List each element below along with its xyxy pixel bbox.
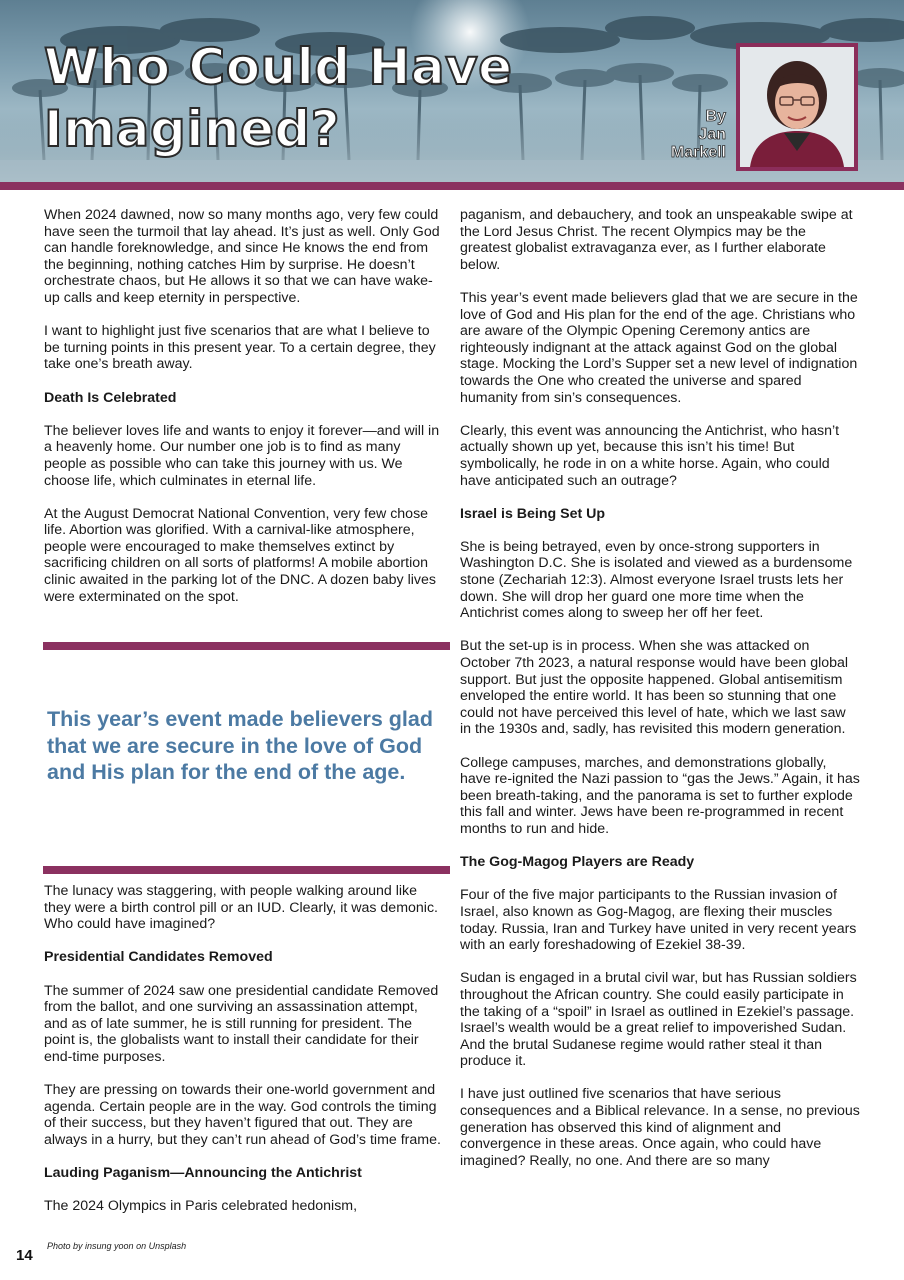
section-heading: Presidential Candidates Removed <box>44 949 273 966</box>
paragraph: Four of the five major participants to the Russian invasion of Israel, also known as Gog-Magog, are flexing their muscles today. Russia, Iran and Turkey have united in very recent years with an early foreshadowing of Ezekiel 38-39. <box>460 887 857 954</box>
section-heading: Death Is Celebrated <box>44 389 177 406</box>
byline-first-name: Jan <box>698 126 726 143</box>
paragraph: The believer loves life and wants to enjoy it forever—and will in a heavenly home. Our number one job is to find as many people as possible who can take this journey with us. We choose life, which culminates in eternal life. <box>44 422 440 489</box>
author-byline <box>648 108 726 162</box>
title-line-1: Who Could Have <box>44 38 513 96</box>
paragraph: This year’s event made believers glad that we are secure in the love of God and His plan for the end of the age. Christians who are aware of the Olympic Opening Ceremony antics are righteously indignant at the attack against God on the global stage. Mocking the Lord’s Supper set a new level of indignation towards the One who created the universe and spared humanity from sin’s consequences. <box>460 289 858 406</box>
section-heading: Israel is Being Set Up <box>460 505 606 522</box>
paragraph: She is being betrayed, even by once-strong supporters in Washington D.C. She is isolated and viewed as a burdensome stone (Zechariah 12:3). Almost everyone Israel trusts lets her down. She will drop her guard one more time when the Antichrist comes along to sweep her off her feet. <box>460 538 853 622</box>
pull-quote: This year’s event made believers glad that we are secure in the love of God and His plan for the end of the age. <box>47 707 433 784</box>
pullquote-top-rule <box>43 642 450 650</box>
paragraph: College campuses, marches, and demonstrations globally, have re-ignited the Nazi passion to “gas the Jews.” Again, it has been breath-taking, and the panorama is set to further explode this fall and winter. Jews have been re-programmed in recent months to run and hide. <box>460 754 860 837</box>
title-line-2: Imagined? <box>44 100 341 158</box>
header-divider <box>0 182 904 190</box>
article-title <box>44 36 513 160</box>
author-portrait <box>736 43 858 171</box>
paragraph: paganism, and debauchery, and took an unspeakable swipe at the Lord Jesus Christ. The recent Olympics may be the greatest globalist extravaganza ever, as I further elaborate below. <box>460 207 853 273</box>
header-banner <box>0 0 904 182</box>
paragraph: I want to highlight just five scenarios that are what I believe to be turning points in this present year. To a certain degree, they take one’s breath away. <box>44 323 436 373</box>
paragraph: The 2024 Olympics in Paris celebrated hedonism, <box>44 1198 358 1215</box>
paragraph: But the set-up is in process. When she was attacked on October 7th 2023, a natural response would have been global support. But just the opposite happened. Global antisemitism enveloped the entire world. It has been so stunning that one could not have perceived this level of hate, which we last saw in the 1930s and, sadly, has revisited this modern generation. <box>460 638 849 738</box>
photo-credit: Photo by insung yoon on Unsplash <box>47 1241 187 1251</box>
paragraph: They are pressing on towards their one-world government and agenda. Certain people are in the way. God controls the timing of their success, but they haven’t figured that out. They are always in a hurry, but they can’t run ahead of God’s time frame. <box>44 1082 441 1148</box>
right-column <box>460 207 860 1186</box>
pullquote-bottom-rule <box>43 866 450 874</box>
section-heading: The Gog-Magog Players are Ready <box>460 854 695 871</box>
section-heading: Lauding Paganism—Announcing the Antichrist <box>44 1165 362 1182</box>
paragraph: At the August Democrat National Convention, very few chose life. Abortion was glorified. With a carnival-like atmosphere, people were encouraged to make themselves extinct by sacrificing children on all sorts of platforms! A mobile abortion clinic awaited in the parking lot of the DNC. A dozen baby lives were exterminated on the spot. <box>44 505 436 605</box>
byline-last-name: Markell <box>670 144 726 161</box>
byline-by: By <box>705 108 726 125</box>
author-photo-illustration <box>740 47 854 167</box>
page-number: 14 <box>16 1247 33 1264</box>
paragraph: The lunacy was staggering, with people walking around like they were a birth control pill or an IUD. Clearly, it was demonic. Who could have imagined? <box>44 883 438 933</box>
paragraph: Sudan is engaged in a brutal civil war, but has Russian soldiers throughout the African country. She could easily participate in the taking of a “spoil” in Israel as outlined in Ezekiel’s passage. Israel’s wealth would be a great relief to impoverished Sudan. And the brutal Sudanese regime would rather steal it than produce it. <box>460 970 857 1070</box>
paragraph: The summer of 2024 saw one presidential candidate Removed from the ballot, and one surviving an assassination attempt, and as of late summer, he is still running for president. The point is, the globalists want to install their candidate for their end-time purposes. <box>44 982 439 1065</box>
paragraph: Clearly, this event was announcing the Antichrist, who hasn’t actually shown up yet, because this isn’t his time! But symbolically, he rode in on a white horse. Again, who could have anticipated such an outrage? <box>460 422 840 489</box>
paragraph: I have just outlined five scenarios that have serious consequences and a Biblical relevance. In a sense, no previous generation has observed this kind of alignment and convergence in these areas. Once again, who could have imagined? Really, no one. And there are so many <box>460 1086 860 1169</box>
left-column-top <box>44 207 444 622</box>
left-column-bottom <box>44 883 444 1231</box>
paragraph: When 2024 dawned, now so many months ago, very few could have seen the turmoil that lay ahead. It’s just as well. Only God can handle foreknowledge, and since He knows the end from the beginning, nothing catches Him by surprise. He doesn’t orchestrate chaos, but He allows it so that we can have wake-up calls and keep eternity in perspective. <box>44 207 440 306</box>
